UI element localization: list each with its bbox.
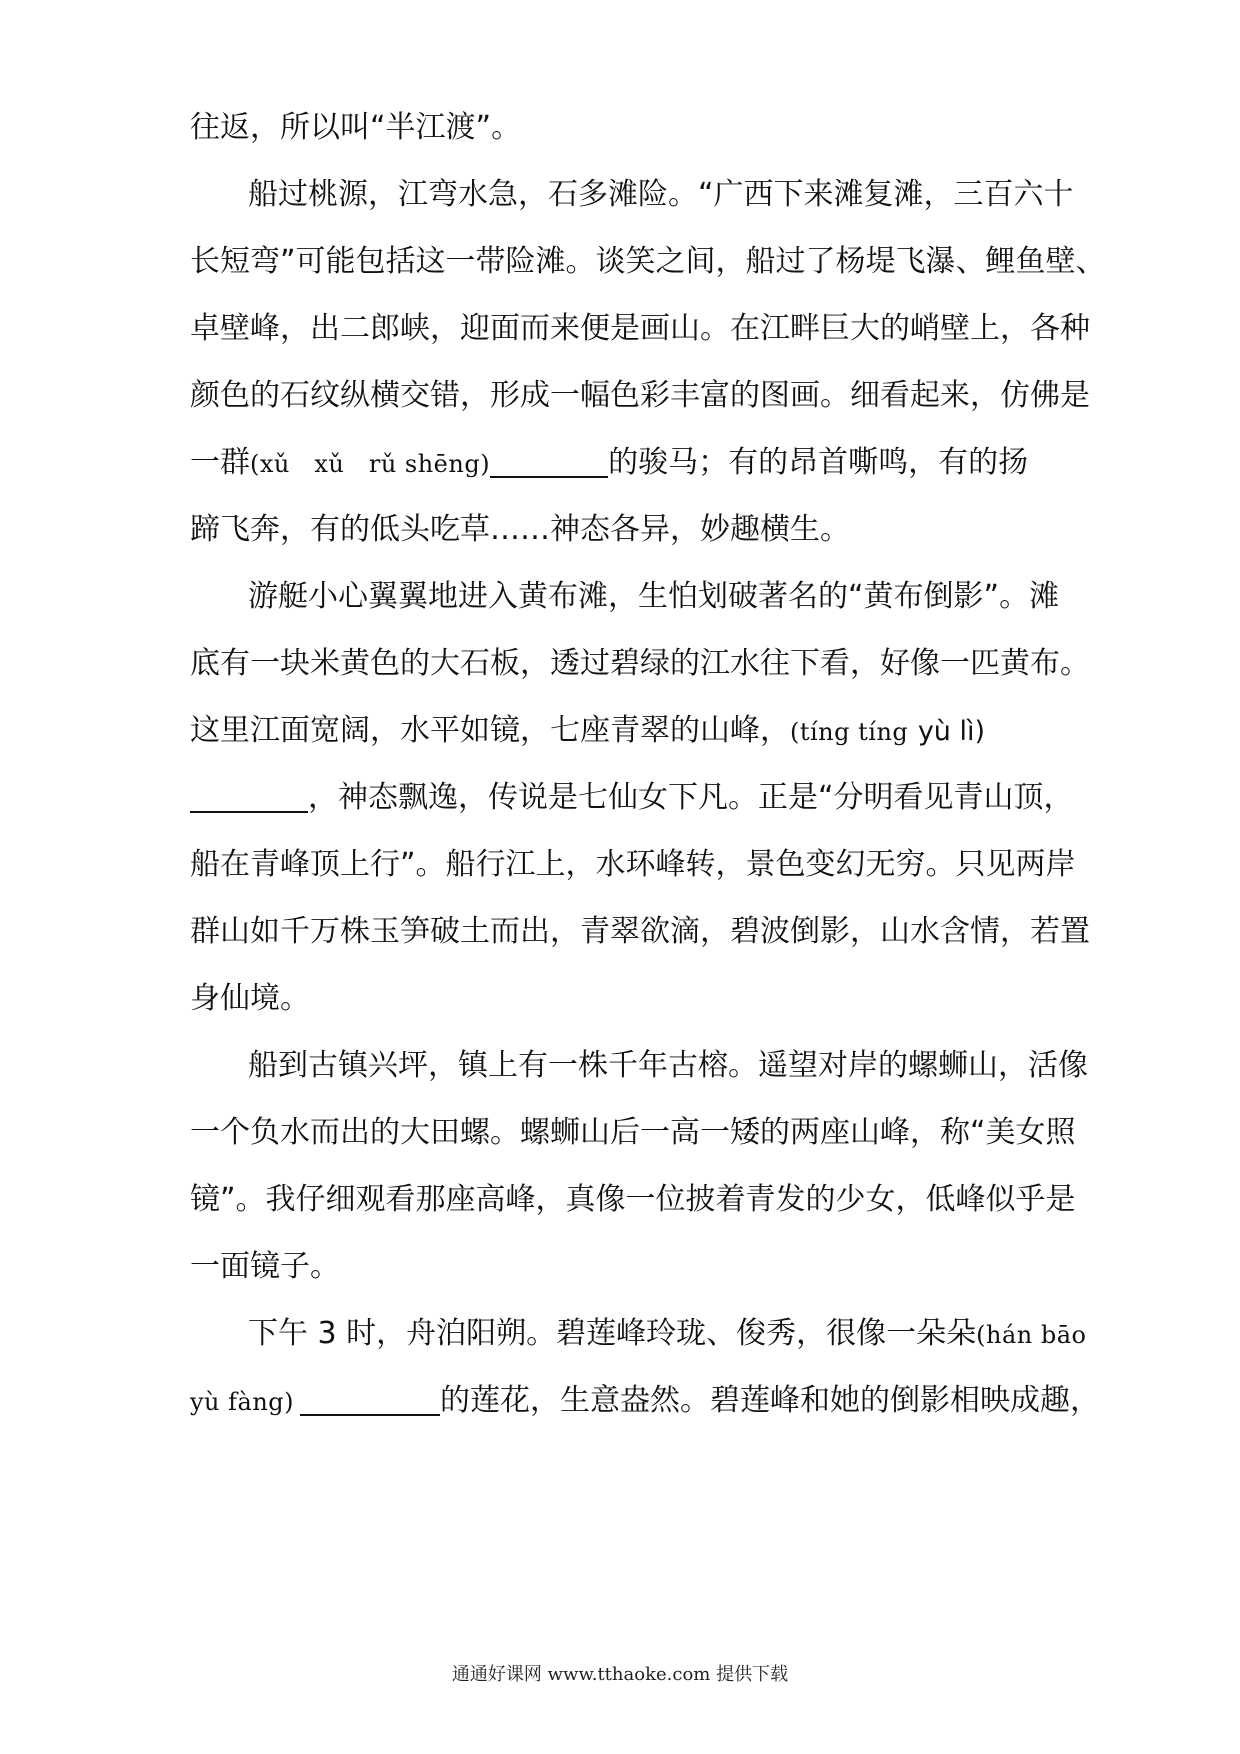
pinyin-prompt: yù fàng) [190,1388,295,1416]
text-line: 长短弯”可能包括这一带险滩。谈笑之间，船过了杨堤飞瀑、鲤鱼壁、 [190,244,1106,279]
text-line: 卓壁峰，出二郎峡，迎面而来便是画山。在江畔巨大的峭壁上，各种 [190,311,1090,346]
text-line: 群山如千万株玉笋破土而出，青翠欲滴，碧波倒影，山水含情，若置 [190,914,1090,949]
text-line: 镜”。我仔细观看那座高峰，真像一位披着青发的少女，低峰似乎是 [190,1182,1076,1217]
pinyin-prompt: (xǔ xǔ rǔ shēng) [250,450,491,478]
text-line [190,1381,1101,1422]
text-segment: 下午 3 时，舟泊阳朔。碧莲峰玲珑、俊秀，很像一朵朵 [248,1316,977,1351]
pinyin-prompt: (tíng tíng [790,718,909,746]
fill-in-blank [190,781,308,813]
text-line [190,443,1070,484]
text-line: 一面镜子。 [190,1249,340,1284]
text-line: 颜色的石纹纵横交错，形成一幅色彩丰富的图画。细看起来，仿佛是 [190,378,1090,413]
text-line: 船过桃源，江弯水急，石多滩险。“广西下来滩复滩，三百六十 [248,177,1074,212]
text-line: 蹄飞奔，有的低头吃草……神态各异，妙趣横生。 [190,512,850,547]
text-line: 往返，所以叫“半江渡”。 [190,110,522,145]
text-segment: 一群 [190,445,250,480]
text-line: 游艇小心翼翼地进入黄布滩，生怕划破著名的“黄布倒影”。滩 [248,579,1060,614]
text-segment: ，神态飘逸，传说是七仙女下凡。正是“分明看见青山顶， [308,780,1074,815]
text-segment: 的骏马；有的昂首嘶鸣，有的扬 [608,445,1029,480]
pinyin-prompt: (hán bāo [976,1321,1087,1349]
text-line [248,1314,1087,1355]
text-line: 身仙境。 [190,981,310,1016]
text-line: 船在青峰顶上行”。船行江上，水环峰转，景色变幻无穷。只见两岸 [190,847,1076,882]
pinyin-prompt: yù lì) [917,716,986,747]
text-line [190,778,1074,818]
text-line: 一个负水而出的大田螺。螺蛳山后一高一矮的两座山峰，称“美女照 [190,1115,1076,1150]
text-segment: 的莲花，生意盎然。碧莲峰和她的倒影相映成趣， [440,1383,1101,1418]
page-footer: 通通好课网 www.tthaoke.com 提供下载 [451,1664,789,1685]
text-segment: 这里江面宽阔，水平如镜，七座青翠的山峰， [190,713,790,748]
fill-in-blank [300,1384,440,1416]
text-line [190,711,1070,752]
text-line: 底有一块米黄色的大石板，透过碧绿的江水往下看，好像一匹黄布。 [190,646,1090,681]
text-line: 船到古镇兴坪，镇上有一株千年古榕。遥望对岸的螺蛳山，活像 [248,1048,1088,1083]
fill-in-blank [490,446,608,478]
